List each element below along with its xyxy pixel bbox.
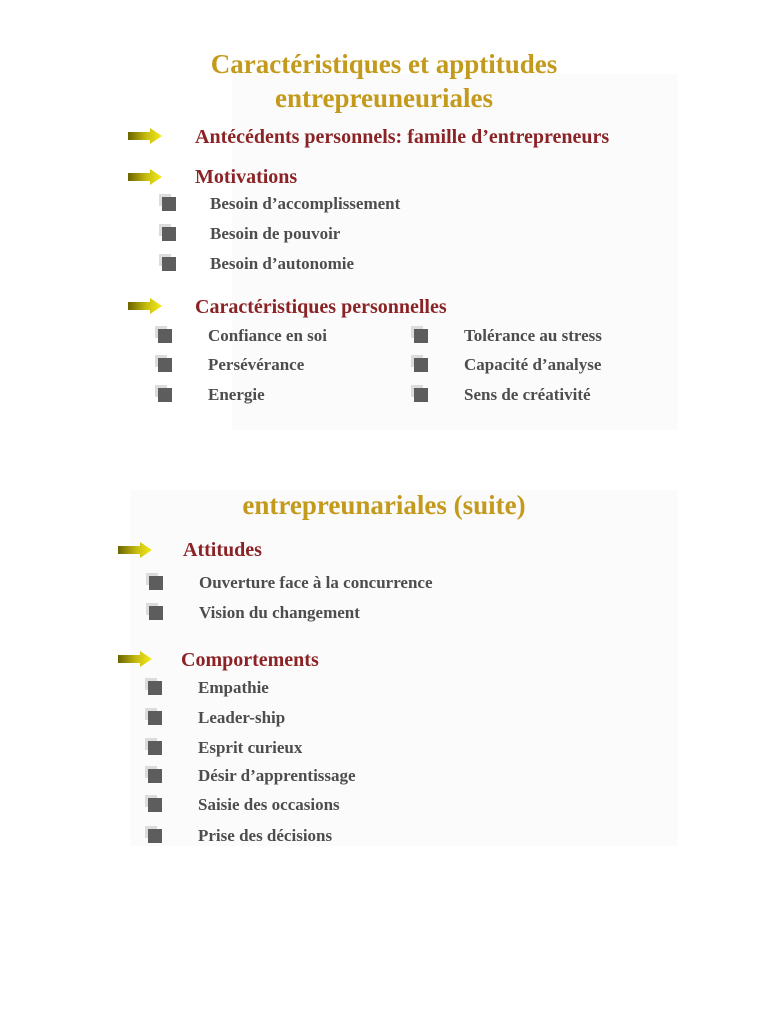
- square-bullet-icon: [158, 388, 172, 402]
- slide1-title-line2: entrepreuneuriales: [275, 83, 493, 113]
- list-item-comportement: Désir d’apprentissage: [198, 766, 356, 785]
- section-comportements: Comportements: [181, 649, 319, 671]
- slide2-title: entrepreunariales (suite): [242, 490, 526, 520]
- list-item-caracteristique: Persévérance: [208, 355, 305, 374]
- list-item-motivation: Besoin de pouvoir: [210, 224, 341, 243]
- list-item-caracteristique: Capacité d’analyse: [464, 355, 602, 374]
- square-bullet-icon: [148, 769, 162, 783]
- slide1-title-line1: Caractéristiques et apptitudes: [210, 49, 558, 79]
- arrow-icon: [128, 128, 164, 144]
- list-item-caracteristique: Tolérance au stress: [464, 326, 602, 345]
- square-bullet-icon: [162, 227, 176, 241]
- arrow-icon: [128, 298, 164, 314]
- square-bullet-icon: [149, 606, 163, 620]
- list-item-caracteristique: Confiance en soi: [208, 326, 327, 345]
- square-bullet-icon: [148, 711, 162, 725]
- square-bullet-icon: [162, 197, 176, 211]
- list-item-comportement: Empathie: [198, 678, 269, 697]
- square-bullet-icon: [414, 329, 428, 343]
- square-bullet-icon: [158, 329, 172, 343]
- section-attitudes: Attitudes: [183, 539, 262, 561]
- section-antecedents: Antécédents personnels: famille d’entrepreneurs: [195, 126, 610, 148]
- list-item-caracteristique: Energie: [208, 385, 265, 404]
- square-bullet-icon: [148, 798, 162, 812]
- section-caracteristiques: Caractéristiques personnelles: [195, 296, 447, 318]
- list-item-comportement: Leader-ship: [198, 708, 286, 727]
- square-bullet-icon: [148, 681, 162, 695]
- list-item-comportement: Esprit curieux: [198, 738, 303, 757]
- list-item-comportement: Saisie des occasions: [198, 795, 340, 814]
- square-bullet-icon: [148, 829, 162, 843]
- arrow-icon: [118, 542, 154, 558]
- square-bullet-icon: [158, 358, 172, 372]
- list-item-motivation: Besoin d’autonomie: [210, 254, 355, 273]
- list-item-motivation: Besoin d’accomplissement: [210, 194, 401, 213]
- list-item-caracteristique: Sens de créativité: [464, 385, 591, 404]
- section-motivations: Motivations: [195, 166, 298, 188]
- square-bullet-icon: [162, 257, 176, 271]
- square-bullet-icon: [149, 576, 163, 590]
- square-bullet-icon: [414, 388, 428, 402]
- list-item-comportement: Prise des décisions: [198, 826, 333, 845]
- arrow-icon: [128, 169, 164, 185]
- square-bullet-icon: [414, 358, 428, 372]
- arrow-icon: [118, 651, 154, 667]
- list-item-attitude: Ouverture face à la concurrence: [199, 573, 433, 592]
- list-item-attitude: Vision du changement: [199, 603, 360, 622]
- square-bullet-icon: [148, 741, 162, 755]
